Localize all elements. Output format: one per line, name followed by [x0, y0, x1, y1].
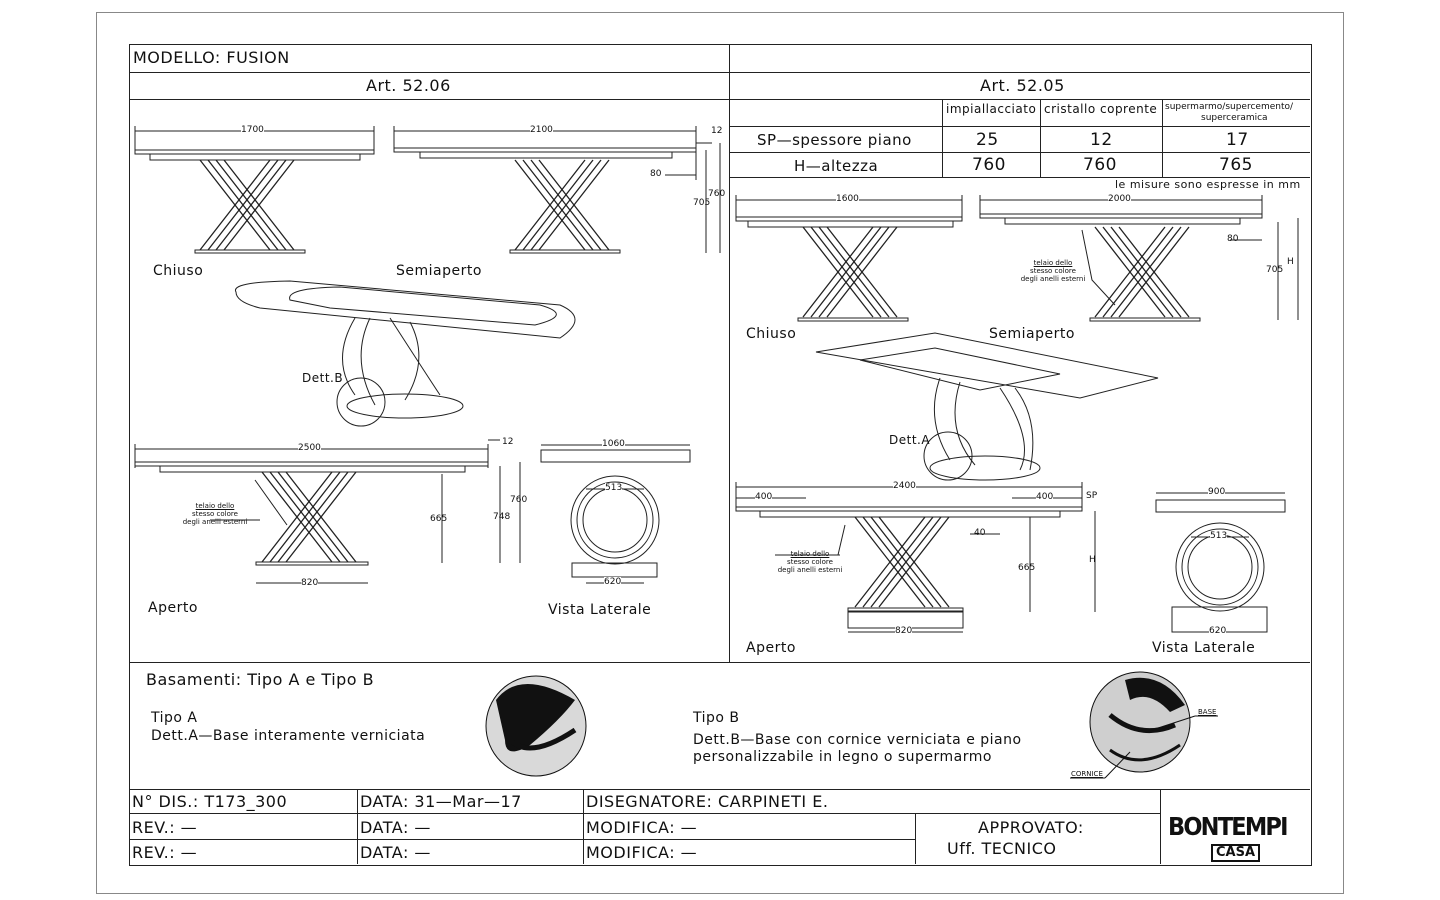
- dim-665-right: 665: [1018, 563, 1036, 573]
- col-cristallo: cristallo coprente: [1044, 102, 1158, 116]
- row-sp-cristallo: 12: [1090, 130, 1113, 150]
- row-h-cristallo: 760: [1083, 155, 1117, 175]
- right-closed-label: Chiuso: [746, 326, 797, 342]
- dim-760b-left: 760: [510, 495, 528, 505]
- dim-2400: 2400: [893, 481, 916, 491]
- left-detail-label: Dett.B: [302, 371, 344, 385]
- bases-title: Basamenti: Tipo A e Tipo B: [146, 670, 375, 689]
- left-frame-note: telaio dello stesso colore degli anelli esterni: [182, 502, 248, 526]
- row-h-supermarmo: 765: [1219, 155, 1253, 175]
- art-left-title: Art. 52.06: [366, 76, 451, 95]
- dim-1700: 1700: [241, 125, 264, 135]
- modifica-2: MODIFICA: —: [586, 843, 698, 862]
- dim-H2-right: H: [1089, 555, 1096, 565]
- approved-by: Uff. TECNICO: [947, 839, 1057, 858]
- type-b-desc-1: Dett.B—Base con cornice verniciata e piano: [693, 732, 1022, 748]
- dim-12-left: 12: [711, 126, 723, 136]
- dim-1600: 1600: [836, 194, 859, 204]
- dim-513-right: 513: [1210, 531, 1228, 541]
- dim-760-left: 760: [708, 189, 726, 199]
- right-side-label: Vista Laterale: [1152, 640, 1256, 656]
- dim-620-left: 620: [604, 577, 622, 587]
- dim-620-right: 620: [1209, 626, 1227, 636]
- col-superceramica: superceramica: [1201, 113, 1268, 123]
- dim-705-right: 705: [1266, 265, 1284, 275]
- right-frame-note-semi: telaio dello stesso colore degli anelli esterni: [1020, 259, 1086, 283]
- dim-sp: SP: [1086, 491, 1098, 501]
- dim-665-left: 665: [430, 514, 448, 524]
- row-sp-impiallacciato: 25: [976, 130, 999, 150]
- type-a-label: Tipo A: [151, 710, 198, 726]
- art-right-title: Art. 52.05: [980, 76, 1065, 95]
- bontempi-logo: BONTEMPI CASA: [1168, 812, 1287, 860]
- dim-513-left: 513: [605, 483, 623, 493]
- left-side-label: Vista Laterale: [548, 602, 652, 618]
- left-semi-label: Semiaperto: [396, 263, 482, 279]
- modifica-1: MODIFICA: —: [586, 818, 698, 837]
- col-impiallacciato: impiallacciato: [946, 102, 1037, 116]
- dim-748-left: 748: [493, 512, 511, 522]
- dim-2100: 2100: [530, 125, 553, 135]
- drawing-date: DATA: 31—Mar—17: [360, 792, 522, 811]
- dim-400-a: 400: [755, 492, 773, 502]
- dim-820-right: 820: [895, 626, 913, 636]
- type-b-label: Tipo B: [693, 710, 740, 726]
- right-frame-note-open: telaio dello stesso colore degli anelli esterni: [777, 550, 843, 574]
- dim-2000: 2000: [1108, 194, 1131, 204]
- right-semi-label: Semiaperto: [989, 326, 1075, 342]
- dim-40: 40: [974, 528, 986, 538]
- type-a-desc: Dett.A—Base interamente verniciata: [151, 728, 426, 744]
- rev-2: REV.: —: [132, 843, 198, 862]
- row-h-impiallacciato: 760: [972, 155, 1006, 175]
- dim-1060: 1060: [602, 439, 625, 449]
- rev-2-date: DATA: —: [360, 843, 431, 862]
- model-title: MODELLO: FUSION: [133, 48, 290, 67]
- row-sp-supermarmo: 17: [1226, 130, 1249, 150]
- label-cornice: CORNICE: [1071, 770, 1103, 778]
- dim-400-b: 400: [1036, 492, 1054, 502]
- right-detail-label: Dett.A: [889, 433, 931, 447]
- right-open-label: Aperto: [746, 640, 796, 656]
- rev-1: REV.: —: [132, 818, 198, 837]
- dim-705-left: 705: [693, 198, 711, 208]
- measure-note: le misure sono espresse in mm: [1115, 178, 1301, 191]
- dim-12b-left: 12: [502, 437, 514, 447]
- dim-820-left: 820: [301, 578, 319, 588]
- rev-1-date: DATA: —: [360, 818, 431, 837]
- designer: DISEGNATORE: CARPINETI E.: [586, 792, 829, 811]
- type-b-desc-2: personalizzabile in legno o supermarmo: [693, 749, 992, 765]
- dim-900: 900: [1208, 487, 1226, 497]
- row-sp-label: SP—spessore piano: [757, 131, 912, 149]
- left-open-label: Aperto: [148, 600, 198, 616]
- row-h-label: H—altezza: [794, 157, 879, 175]
- label-base: BASE: [1198, 708, 1217, 716]
- dim-2500: 2500: [298, 443, 321, 453]
- left-closed-label: Chiuso: [153, 263, 204, 279]
- dim-80-right: 80: [1227, 234, 1239, 244]
- dim-80-left: 80: [650, 169, 662, 179]
- approved-label: APPROVATO:: [978, 818, 1084, 837]
- dim-H-right: H: [1287, 257, 1294, 267]
- drawing-number: N° DIS.: T173_300: [132, 792, 288, 811]
- col-supermarmo: supermarmo/supercemento/: [1165, 102, 1294, 112]
